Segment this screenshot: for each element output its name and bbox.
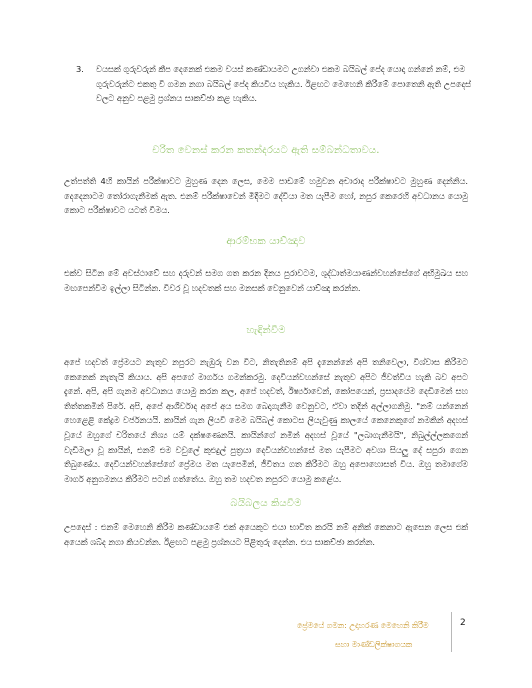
section-paragraph-opening-prayer: එක්ව සිටින මේ අවස්ථාවේ සහ දරුවන් සමග ගත කරන දිනය පුරාවටම, ශුද්ධාත්මයාණන්වහන්සේගේ අභිමුඛය සහ මඟපෙන්වීම ඉල්ලා සිටින්න. විවර වූ හදවතක් සහ මනසක් වෙනුවෙන් යාච්ඤා කරන්න.	[64, 268, 468, 293]
footer-divider	[451, 612, 452, 652]
page-number: 2	[460, 618, 466, 628]
section-heading-bible-reading: බයිබලය කියවීම	[230, 498, 302, 509]
section-paragraph-story-connection: උත්පත්ති 4හි කායින් පරීක්ෂාවට මුහුණ දෙන ලෙස, මෙම පාඩමේ හමුවන අචාරාද පරීක්ෂාවට මුහුණ දෙන්නිය. දෙදෙනාටම තෝරාගැනීමක් ඇත. එනම් පරීක්ෂාවෙන් මිදීමට දේවියා මත යැපීම හෝ, නපුර කෙරෙහි අවධානය යොමු කොට පරීක්ෂාවට යටත් වීමය.	[64, 176, 468, 216]
footer-title: ප්‍රේමයේ ගමන: උදාහරණ මෙහෙනි කිරීම	[297, 621, 429, 630]
section-heading-story-connection: චරිත වෙනස් කරන කතන්දරයට ඇති සම්බන්ධතාවය.	[152, 145, 380, 156]
section-paragraph-bible-reading: උපදෙස් : එනම් මෙහෙනි කිරීම කණ්ඩායමේ එක් අයෙකුට එයා භාවිත කරයි නම් අනික් කෙනාට ඇසෙන ලෙස එක් අයෙක් ශබ්ද නගා කියවන්න. ඊළඟට පළමු ප්‍රශ්නයට පිළිතුරු දෙන්න. එය සාකච්ඡා කරන්න.	[64, 522, 468, 547]
numbered-list-item	[76, 62, 472, 106]
section-paragraph-introduction: අපේ හදවත් ප්‍රේමයට නැතුව නපුරට නැඹුරු වන විට, නිතැතිනම් අපි දැනෙන්නේ අපි තනිවෙලා, විශ්වාස කිරීමට කෙනෙක් නැතැයි කියාය. අපි අපගේ මාර්ගය ගමන්කරමු. දෙවියන්වහන්සේ නැතුව අපිට ජීවත්විය හැකි බව අපට දැනේ. අපි, අපි ගැනම අවධානය යොමු කරන කල, අපේ හදවත්, ඊර්ෂ්‍යාවෙන්, කෝපයෙන්, ප්‍රසාදයේම දෙඩිමෙන් සහ තිත්තකමින් පිරේ. අපි, අපේ ආශීර්වාද අපේ අය සමග බෙදාගැනීම වෙනුවට, ඒවා තදින් අල්ලාගනිමු. "නම් යන්නෙන් හෙළෙළි කේද්‍රම වර්ජනයයි. කායින් ගැන ලියවී මෙම බයිබල් කොටස ලියැවුණු කාලයේ කෙනෙකුගේ නමකින් අදහස් වූයේ ඔහුගේ චරිතයේ නිශ්‍ය යම් දක්ෂණෙනයි. කායින්ගේ නමින් අදහස් වූයේ "ලබාගැනීමයි", නිබුල්ල්ලකගෙන් වැඩිමලා වූ කායින්, එනම් එම වවුලේ කුළුදුල් පුත්‍රයා දෙවියන්වහන්සේ මත යැපීමට අවශා සියලු දේ සපුරා ගෙන තිබුණේය. දෙවියන්වහන්සේගේ ප්‍රේමය මත යැපෙමින්, ජීවිතය ගත කිරීමට ඔහු අපොහොසත් විය. ඔහු තමාගේම මාර්ග අනුගමනය කිරීමට පටන් ගත්තේය. ඔහු තම හදවත නපුරට යොමු කළේය.	[64, 357, 468, 484]
footer-subtitle: සහා මාණ්ඩලික්ෂාගයක	[335, 640, 413, 649]
list-number: 3.	[76, 64, 84, 74]
section-heading-opening-prayer: ආරම්භක යාච්ඤාව	[226, 236, 306, 247]
section-heading-introduction: හැඳින්වීම	[246, 325, 286, 336]
list-item-text: වයසක් ගුරුවරුන් කීප දෙනෙක් එකම වයස් කණ්ඩායමට උගන්වා එකම බයිබල් පේද යොදා ගන්නේ නම්, එම ගුරුවරුන්ට එකතු වී ගමන නගා බයිබල් පේද කියවිය හැකිය. ඊළඟට මෙහෙනි කිරීමේ පොතෙනි ඇති උපදෙස් වලට අනුව පළමු ප්‍රශ්නය සාකච්ඡා කළ හැකිය.	[96, 64, 471, 103]
